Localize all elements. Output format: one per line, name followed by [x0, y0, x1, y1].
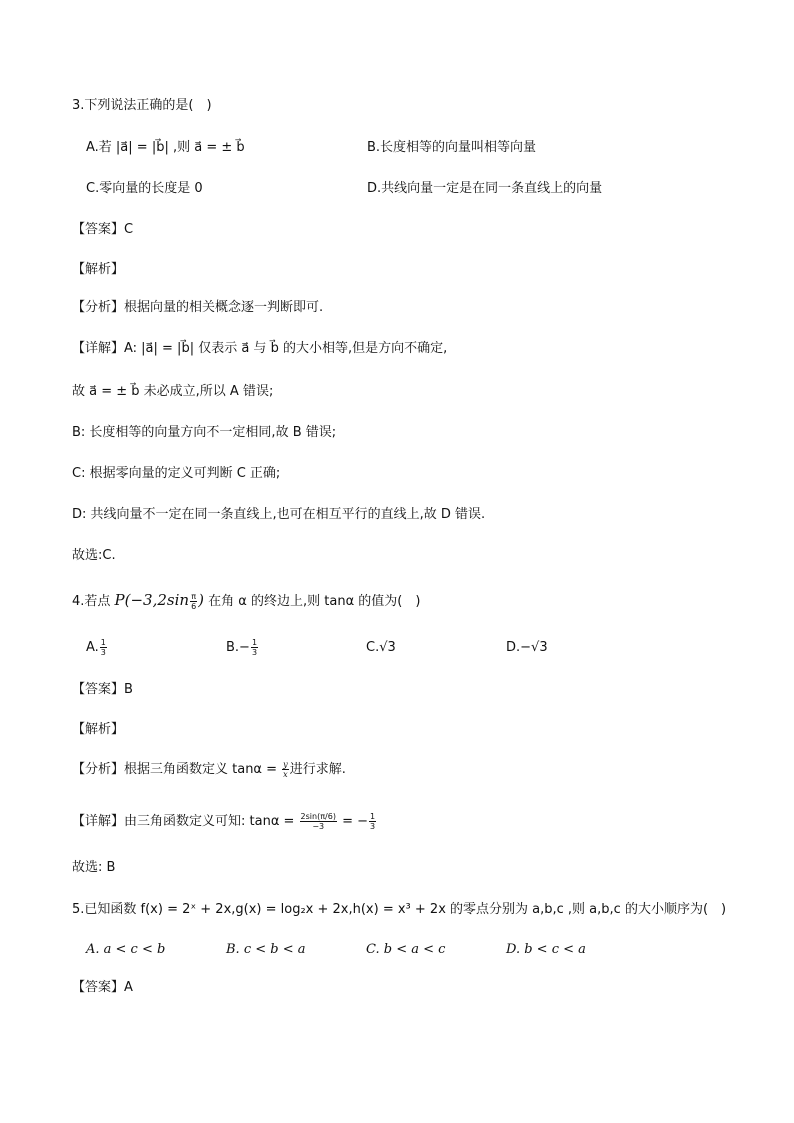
q4-jiexi-heading: 【解析】 [72, 722, 125, 737]
q4-option-b-fraction [251, 638, 258, 657]
q4-option-b [226, 638, 259, 658]
q4-option-a-label: A. [86, 640, 99, 655]
q3-option-a: A.若 |a⃗| = |b⃗| ,则 a⃗ = ± b⃗ [86, 140, 245, 155]
q4-option-a-fraction [100, 638, 107, 657]
q4-option-d: D.−√3 [506, 640, 548, 655]
q4-option-b-label: B.− [226, 640, 250, 655]
q4-detail-mid: = − [337, 814, 369, 829]
q4-analysis-prefix: 【分析】根据三角函数定义 tanα = [72, 762, 282, 777]
q4-stem-prefix: 4.若点 [72, 594, 115, 609]
q3-option-d: D.共线向量一定是在同一条直线上的向量 [367, 181, 603, 196]
q4-detail [72, 812, 377, 832]
q3-stem: 3.下列说法正确的是( ) [72, 98, 212, 113]
q3-detail-line-1: 【详解】A: |a⃗| = |b⃗| 仅表示 a⃗ 与 b⃗ 的大小相等,但是方向不确定, [72, 341, 448, 356]
q5-stem: 5.已知函数 f(x) = 2ˣ + 2x,g(x) = log₂x + 2x,h(x) = x³ + 2x 的零点分别为 a,b,c ,则 a,b,c 的大小顺序为( ) [72, 902, 727, 917]
q3-detail-line-3: B: 长度相等的向量方向不一定相同,故 B 错误; [72, 425, 337, 440]
q4-option-a [86, 638, 108, 658]
q4-pi-over-6 [190, 592, 197, 611]
q4-detail-num: 2sin(π/6) [300, 812, 336, 821]
q4-option-c: C.√3 [366, 640, 396, 655]
q3-option-c: C.零向量的长度是 0 [86, 181, 203, 196]
q4-analysis-den: x [283, 770, 288, 779]
q4-detail-fraction [300, 812, 337, 831]
q5-option-c: C. b < a < c [366, 942, 446, 957]
q3-detail-line-5: D: 共线向量不一定在同一条直线上,也可在相互平行的直线上,故 D 错误. [72, 507, 486, 522]
q5-answer: 【答案】A [72, 980, 133, 995]
q4-option-a-den: 3 [100, 648, 106, 657]
q4-point: P(−3,2sin [114, 591, 190, 609]
q4-option-b-den: 3 [251, 648, 258, 657]
q4-detail-den-2: 3 [370, 822, 376, 831]
q3-answer: 【答案】C [72, 222, 134, 237]
q3-detail-line-4: C: 根据零向量的定义可判断 C 正确; [72, 466, 281, 481]
q4-stem [72, 590, 420, 612]
q4-stem-suffix: 在角 α 的终边上,则 tanα 的值为( ) [204, 594, 421, 609]
q4-detail-den: −3 [312, 822, 325, 831]
q4-detail-fraction-2 [369, 812, 376, 831]
q4-frac-num: π [191, 592, 197, 601]
q4-detail-num-2: 1 [370, 812, 376, 821]
q3-conclusion: 故选:C. [72, 548, 116, 563]
q5-option-a: A. a < c < b [86, 942, 166, 957]
q3-detail-line-2: 故 a⃗ = ± b⃗ 未必成立,所以 A 错误; [72, 384, 274, 399]
q4-conclusion: 故选: B [72, 860, 116, 875]
q4-frac-den: 6 [191, 602, 197, 611]
q4-detail-prefix: 【详解】由三角函数定义可知: tanα = [72, 814, 299, 829]
q4-analysis-fraction [282, 760, 289, 779]
q3-analysis: 【分析】根据向量的相关概念逐一判断即可. [72, 300, 324, 315]
q4-option-b-num: 1 [251, 638, 258, 647]
q4-analysis [72, 760, 346, 780]
q4-analysis-suffix: 进行求解. [289, 762, 346, 777]
q5-option-d: D. b < c < a [506, 942, 586, 957]
q3-option-b: B.长度相等的向量叫相等向量 [367, 140, 537, 155]
q4-option-a-num: 1 [100, 638, 106, 647]
q4-close-paren: ) [198, 591, 205, 609]
q5-option-b: B. c < b < a [226, 942, 306, 957]
q3-jiexi-heading: 【解析】 [72, 262, 125, 277]
q4-answer: 【答案】B [72, 682, 133, 697]
q4-analysis-num: y [283, 760, 288, 769]
